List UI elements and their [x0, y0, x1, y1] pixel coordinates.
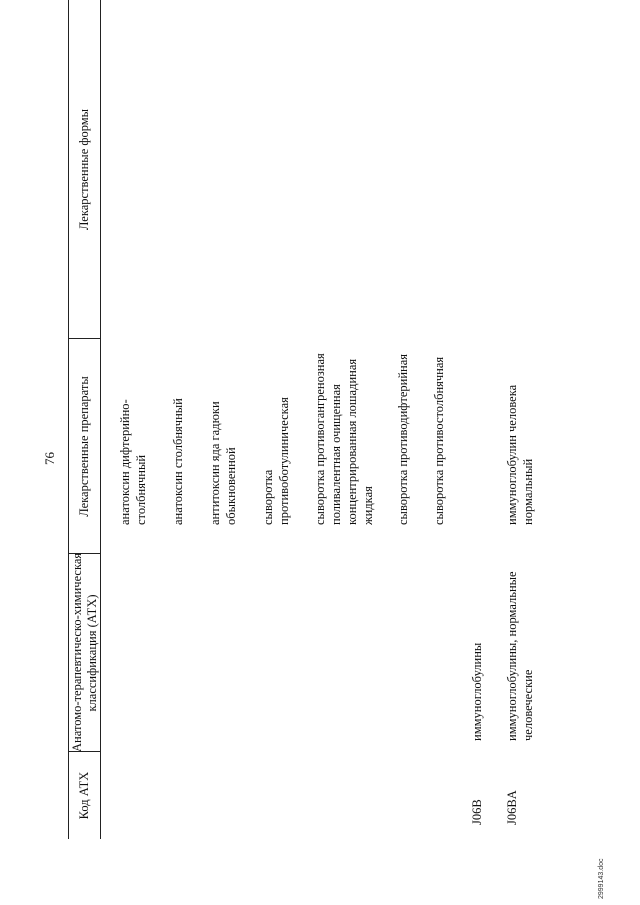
header-classification-line-2: классификация (АТХ)	[85, 594, 99, 712]
row-j06ba-classification-line-1: иммуноглобулины, нормальные	[505, 571, 519, 741]
drug-5-line-2: поливалентная очищенная	[329, 384, 343, 525]
row-j06ba-classification-line-2: человеческие	[521, 669, 535, 741]
drug-7: сыворотка противостолбнячная	[432, 356, 446, 525]
table-top-border	[68, 0, 69, 839]
row-j06b-classification: иммуноглобулины	[470, 642, 484, 741]
drug-1-line-1: анатоксин дифтерийно-	[118, 399, 132, 525]
row-j06ba-drug-line-2: нормальный	[521, 458, 535, 525]
row-j06ba-code: J06BA	[505, 790, 519, 825]
row-j06b-code: J06B	[470, 799, 484, 825]
drug-6: сыворотка противодифтерийная	[396, 353, 410, 525]
drug-3-line-1: антитоксин яда гадюки	[208, 401, 222, 525]
drug-2: анатоксин столбнячный	[171, 398, 185, 525]
drug-5-line-4: жидкая	[361, 486, 375, 525]
header-forms: Лекарственные формы	[77, 108, 91, 231]
drug-1-line-2: столбнячный	[134, 454, 148, 525]
header-drugs: Лекарственные препараты	[77, 376, 91, 517]
header-classification-line-1: Анатомо-терапевтическо-химическая	[70, 552, 84, 752]
page-number: 76	[42, 452, 57, 465]
drug-5-line-3: концентрированная лошадиная	[345, 358, 359, 525]
drug-5-line-1: сыворотка противогангренозная	[313, 353, 327, 525]
drug-3-line-2: обыкновенной	[224, 447, 238, 525]
drug-4-line-2: противоботулиническая	[277, 397, 291, 525]
header-code: Код АТХ	[77, 771, 91, 820]
drug-4-line-1: сыворотка	[261, 469, 275, 525]
row-j06ba-drug-line-1: иммуноглобулин человека	[505, 384, 519, 525]
footer-filename: 2999143.doc	[598, 858, 605, 899]
